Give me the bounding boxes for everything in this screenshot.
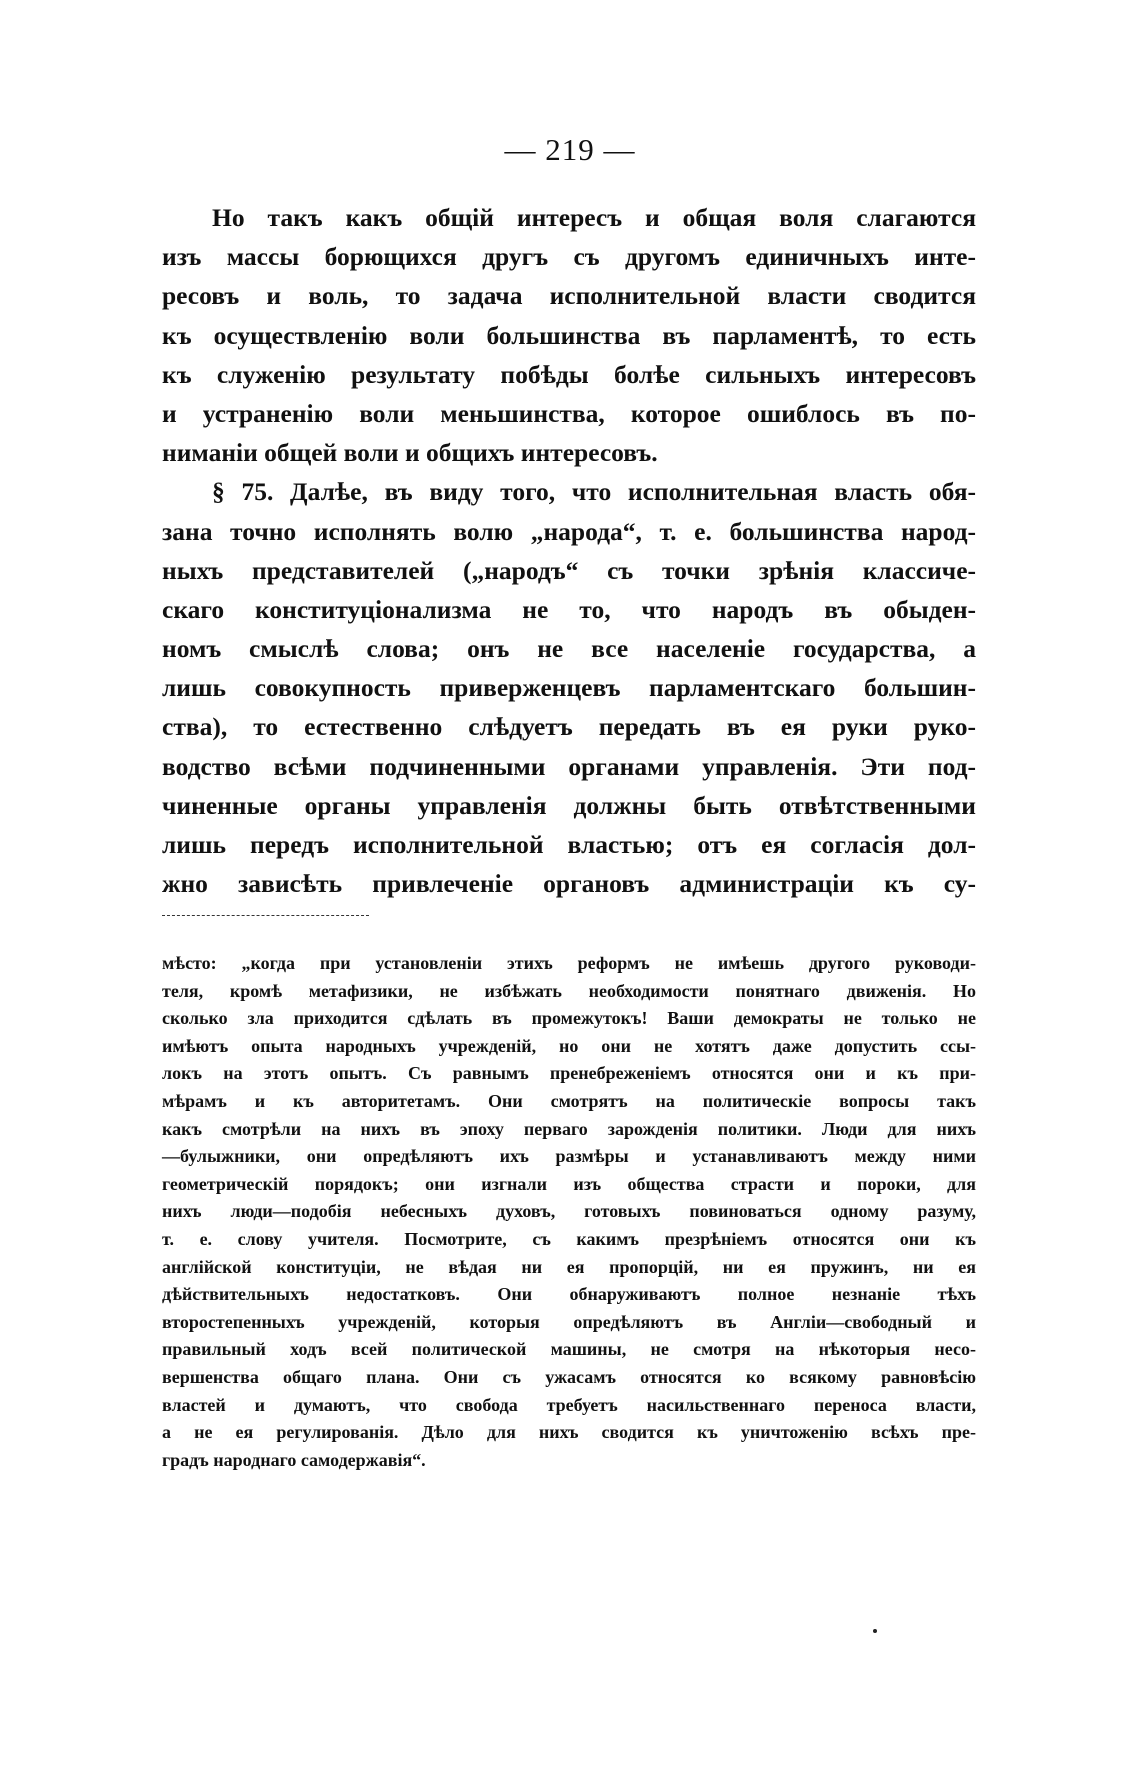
main-text-block <box>162 198 976 903</box>
footnote-line: англійской конституціи, не вѣдая ни ея пропорцій, ни ея пружинъ, ни ея <box>162 1256 976 1277</box>
footnote-line: нихъ люди—подобія небесныхъ духовъ, готовыхъ повиноваться одному разуму, <box>162 1201 976 1222</box>
footnote-line: вершенства общаго плана. Они съ ужасамъ относятся ко всякому равновѣсію <box>162 1366 976 1387</box>
footnote-line: мѣрамъ и къ авторитетамъ. Они смотрятъ на политическіе вопросы такъ <box>162 1090 976 1111</box>
main-text-line: чиненные органы управленія должны быть отвѣтственными <box>162 790 976 820</box>
footnote-line: геометрическій порядокъ; они изгнали изъ общества страсти и пороки, для <box>162 1173 976 1194</box>
main-text-line: водство всѣми подчиненными органами управленія. Эти под- <box>162 751 976 781</box>
main-text-line: скаго конституціонализма не то, что народъ въ обыден- <box>162 594 976 624</box>
main-text-line: зана точно исполнять волю „народа“, т. е. большинства народ- <box>162 516 976 546</box>
footnote-separator <box>162 915 369 916</box>
footnote-line: —булыжники, они опредѣляютъ ихъ размѣры и устанавливаютъ между ними <box>162 1146 976 1167</box>
footnote-line: имѣютъ опыта народныхъ учрежденій, но они не хотятъ даже допустить ссы- <box>162 1035 976 1056</box>
footnote-line: градъ народнаго самодержавія“. <box>162 1449 426 1470</box>
footnote-line: сколько зла приходится сдѣлать въ промежутокъ! Ваши демократы не только не <box>162 1008 976 1029</box>
main-text-line: къ служенію результату побѣды болѣе сильныхъ интересовъ <box>162 359 976 389</box>
footnote-line: мѣсто: „когда при установленіи этихъ реформъ не имѣешь другого руководи- <box>162 953 976 973</box>
footnote-block <box>162 950 976 1474</box>
main-text-line: изъ массы борющихся другъ съ другомъ единичныхъ инте- <box>162 242 976 272</box>
main-text-line: ресовъ и воль, то задача исполнительной власти сводится <box>162 281 976 311</box>
main-text-line: жно зависѣть привлеченіе органовъ администраціи къ су- <box>162 869 976 899</box>
footnote-line: правильный ходъ всей политической машины, не смотря на нѣкоторыя несо- <box>162 1339 976 1360</box>
main-text-line: ства), то естественно слѣдуетъ передать въ ея руки руко- <box>162 712 976 742</box>
footnote-line: локъ на этотъ опытъ. Съ равнымъ пренебреженіемъ относятся они и къ при- <box>162 1063 976 1084</box>
main-text-line: Но такъ какъ общій интересъ и общая воля слагаются <box>212 203 976 232</box>
main-text-line: лишь передъ исполнительной властью; отъ ея согласія дол- <box>162 830 976 859</box>
footnote-line: теля, кромѣ метафизики, не избѣжать необходимости понятнаго движенія. Но <box>162 980 976 1001</box>
main-text-line: номъ смыслѣ слова; онъ не все населеніе государства, а <box>162 634 976 664</box>
footnote-line: властей и думаютъ, что свобода требуетъ насильственнаго переноса власти, <box>162 1394 976 1415</box>
main-text-line: ниманіи общей воли и общихъ интересовъ. <box>162 438 658 468</box>
main-text-line: лишь совокупность приверженцевъ парламентскаго большин- <box>162 673 976 703</box>
footnote-line: какъ смотрѣли на нихъ въ эпоху перваго зарожденія политики. Люди для нихъ <box>162 1118 976 1139</box>
main-text-line: и устраненію воли меньшинства, которое ошиблось въ по- <box>162 398 976 428</box>
main-text-line: къ осуществленію воли большинства въ парламентѣ, то есть <box>162 320 976 350</box>
footnote-line: а не ея регулированія. Дѣло для нихъ сводится къ уничтоженію всѣхъ пре- <box>162 1422 976 1443</box>
page-number: — 219 — <box>504 132 636 167</box>
section-75-start-line: § 75. Далѣе, въ виду того, что исполнительная власть обя- <box>212 477 976 507</box>
footnote-line: т. е. слову учителя. Посмотрите, съ какимъ презрѣніемъ относятся они къ <box>162 1228 976 1249</box>
main-text-line: ныхъ представителей („народъ“ съ точки зрѣнія классиче- <box>162 555 976 585</box>
footnote-line: дѣйствительныхъ недостатковъ. Они обнаруживаютъ полное незнаніе тѣхъ <box>162 1284 976 1305</box>
footnote-line: второстепенныхъ учрежденій, которыя опредѣляютъ въ Англіи—свободный и <box>162 1311 976 1332</box>
print-speck-mark <box>873 1629 877 1633</box>
